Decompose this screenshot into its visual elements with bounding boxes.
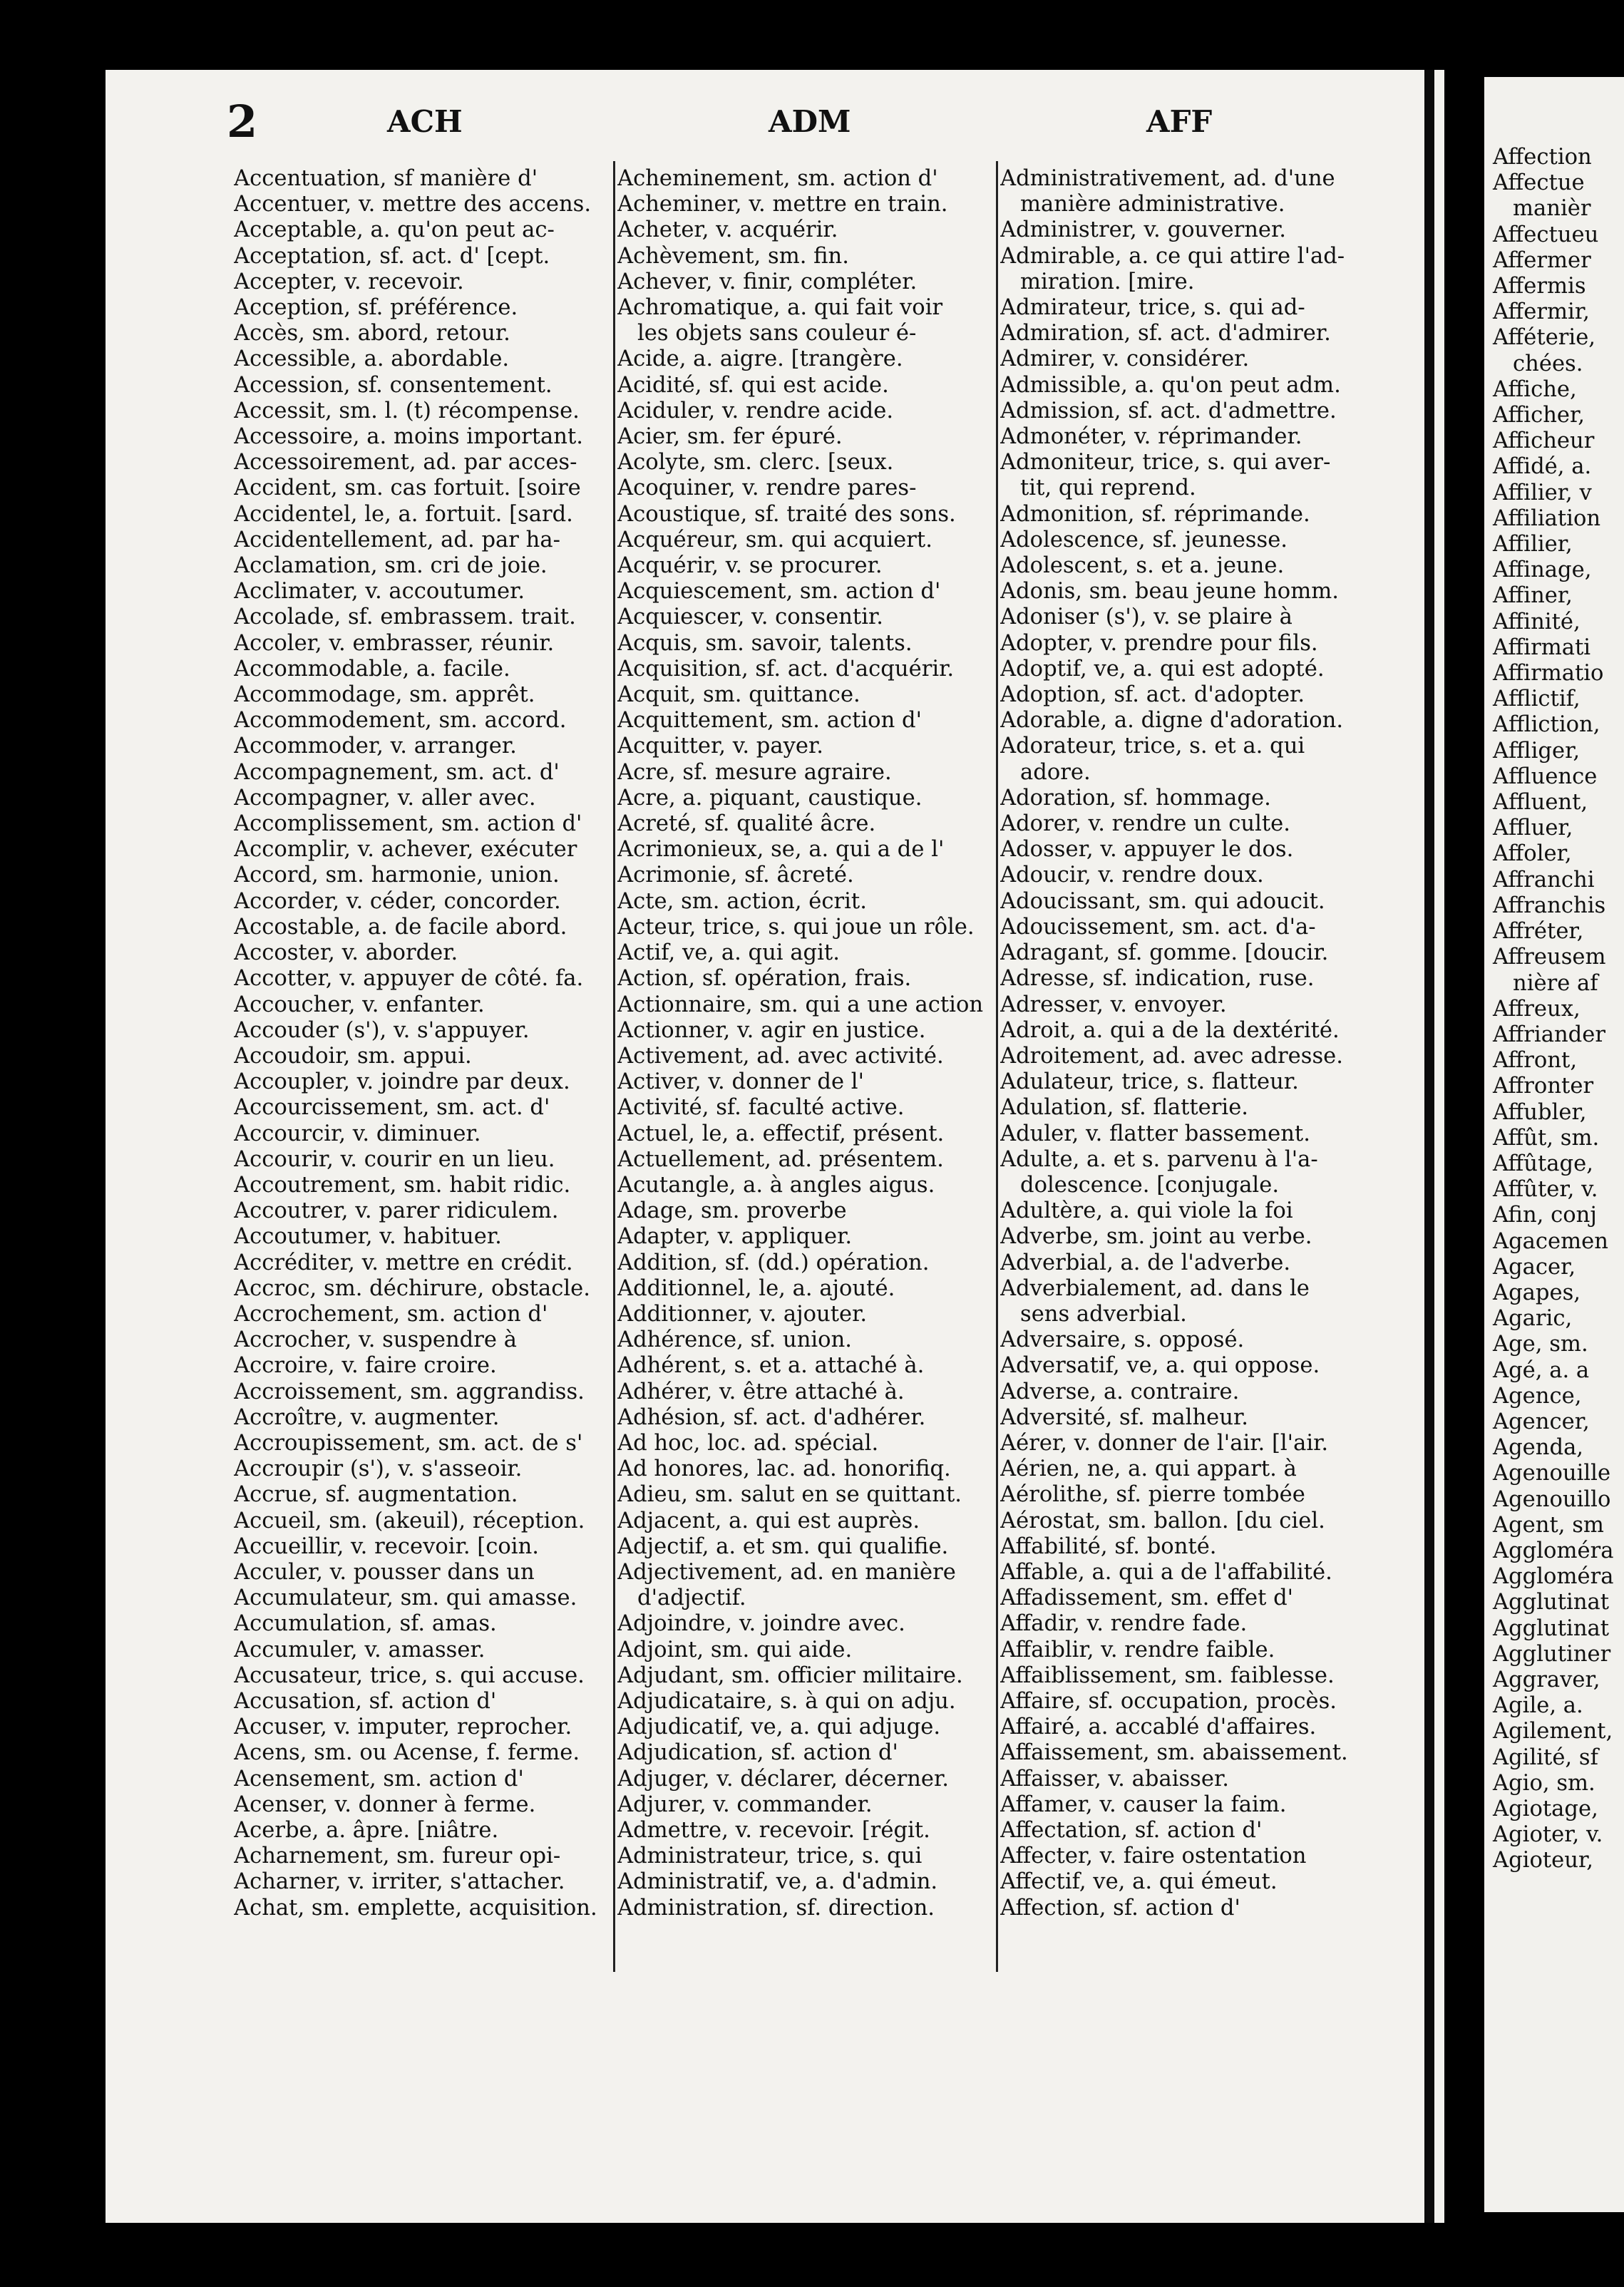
adjacent-entry-fragment: Affermir, — [1493, 299, 1590, 325]
dictionary-entry: Aérolithe, sf. pierre tombée — [1000, 1482, 1305, 1508]
dictionary-entry: Adroit, a. qui a de la dextérité. — [1000, 1017, 1340, 1043]
entry-column-2 — [617, 166, 995, 1921]
dictionary-entry: Acclimater, v. accoutumer. — [234, 579, 525, 605]
adjacent-entry-fragment: Affranchis — [1493, 893, 1606, 918]
dictionary-entry: Ad hoc, loc. ad. spécial. — [617, 1430, 879, 1456]
dictionary-entry: Accommodable, a. facile. — [234, 656, 510, 682]
dictionary-entry: Accommodement, sm. accord. — [234, 708, 567, 734]
dictionary-entry: Acclamation, sm. cri de joie. — [234, 553, 548, 579]
dictionary-entry: Acquis, sm. savoir, talents. — [617, 630, 913, 656]
dictionary-entry: Acquit, sm. quittance. — [617, 682, 860, 708]
dictionary-entry: Admiration, sf. act. d'admirer. — [1000, 321, 1331, 346]
dictionary-entry: Accumulateur, sm. qui amasse. — [234, 1586, 577, 1611]
dictionary-entry: Accourcissement, sm. act. d' — [234, 1095, 550, 1121]
dictionary-entry: Acquiescer, v. consentir. — [617, 605, 883, 630]
dictionary-entry: Accoutrer, v. parer ridiculem. — [234, 1198, 559, 1224]
adjacent-entry-fragment: Afin, conj — [1493, 1203, 1597, 1228]
dictionary-entry: Affaiblir, v. rendre faible. — [1000, 1637, 1275, 1662]
page-number: 2 — [227, 96, 258, 148]
adjacent-entry-fragment: nière af — [1513, 970, 1598, 996]
adjacent-entry-fragment: Affreusem — [1493, 945, 1606, 970]
adjacent-entry-fragment: Affectue — [1493, 170, 1585, 196]
dictionary-entry: Accrue, sf. augmentation. — [234, 1482, 518, 1508]
adjacent-entry-fragment: Affliction, — [1493, 712, 1600, 738]
adjacent-entry-fragment: Affréter, — [1493, 919, 1584, 945]
dictionary-entry: Accroc, sm. déchirure, obstacle. — [234, 1275, 590, 1301]
dictionary-entry: Affadir, v. rendre fade. — [1000, 1611, 1248, 1637]
dictionary-entry: Affaiblissement, sm. faiblesse. — [1000, 1662, 1335, 1688]
dictionary-entry: Acquisition, sf. act. d'acquérir. — [617, 656, 955, 682]
dictionary-entry: Accueillir, v. recevoir. [coin. — [234, 1533, 539, 1559]
dictionary-entry: Acquéreur, sm. qui acquiert. — [617, 527, 932, 553]
dictionary-entry: Accroire, v. faire croire. — [234, 1353, 497, 1379]
dictionary-entry: Adoucissement, sm. act. d'a- — [1000, 914, 1316, 940]
adjacent-entry-fragment: Affûtage, — [1493, 1151, 1593, 1176]
adjacent-entry-fragment: Affiche, — [1493, 376, 1577, 402]
dictionary-entry: Adorable, a. digne d'adoration. — [1000, 708, 1344, 734]
dictionary-page — [106, 70, 1444, 2223]
adjacent-entry-fragment: chées. — [1513, 351, 1583, 376]
dictionary-entry: Acculer, v. pousser dans un — [234, 1559, 535, 1585]
adjacent-entry-fragment: Affluence — [1493, 764, 1598, 789]
adjacent-entry-fragment: Affriander — [1493, 1022, 1605, 1047]
dictionary-entry: Adhérer, v. être attaché à. — [617, 1379, 905, 1404]
dictionary-entry: Adjacent, a. qui est auprès. — [617, 1508, 920, 1533]
adjacent-entry-fragment: Affubler, — [1493, 1099, 1587, 1125]
dictionary-entry: Adulation, sf. flatterie. — [1000, 1095, 1249, 1121]
dictionary-entry: miration. [mire. — [1020, 269, 1195, 294]
dictionary-entry: Accroître, v. augmenter. — [234, 1404, 500, 1430]
dictionary-entry: Additionner, v. ajouter. — [617, 1301, 868, 1327]
adjacent-entry-fragment: Afféterie, — [1493, 325, 1596, 351]
dictionary-entry: Activité, sf. faculté active. — [617, 1095, 905, 1121]
dictionary-entry: Administrateur, trice, s. qui — [617, 1844, 923, 1869]
dictionary-entry: Accord, sm. harmonie, union. — [234, 863, 560, 888]
dictionary-entry: Adulateur, trice, s. flatteur. — [1000, 1069, 1299, 1095]
dictionary-entry: Adresse, sf. indication, ruse. — [1000, 966, 1315, 992]
adjacent-entry-fragment: Affronter — [1493, 1074, 1594, 1099]
dictionary-entry: Accessible, a. abordable. — [234, 346, 510, 372]
dictionary-entry: d'adjectif. — [637, 1586, 746, 1611]
dictionary-entry: Acreté, sf. qualité âcre. — [617, 811, 876, 837]
dictionary-entry: Acre, a. piquant, caustique. — [617, 785, 923, 811]
dictionary-entry: Acidité, sf. qui est acide. — [617, 372, 889, 398]
dictionary-entry: Accoudoir, sm. appui. — [234, 1043, 472, 1069]
dictionary-entry: Activer, v. donner de l' — [617, 1069, 864, 1095]
dictionary-entry: Adulte, a. et s. parvenu à l'a- — [1000, 1146, 1318, 1172]
dictionary-entry: Accumulation, sf. amas. — [234, 1611, 497, 1637]
adjacent-entry-fragment: Agé, a. a — [1493, 1357, 1590, 1383]
dictionary-entry: Adverbialement, ad. dans le — [1000, 1275, 1310, 1301]
guide-word-middle: ADM — [769, 104, 851, 139]
dictionary-entry: Affectif, ve, a. qui émeut. — [1000, 1869, 1278, 1895]
dictionary-entry: Adorateur, trice, s. et a. qui — [1000, 734, 1305, 759]
dictionary-entry: Acensement, sm. action d' — [234, 1766, 524, 1792]
dictionary-entry: Adhérent, s. et a. attaché à. — [617, 1353, 925, 1379]
adjacent-entry-fragment: Affliger, — [1493, 738, 1581, 764]
guide-word-first: ACH — [387, 104, 463, 139]
dictionary-entry: Accolade, sf. embrassem. trait. — [234, 605, 576, 630]
dictionary-entry: Adultère, a. qui viole la foi — [1000, 1198, 1293, 1224]
dictionary-entry: Adoption, sf. act. d'adopter. — [1000, 682, 1305, 708]
dictionary-entry: Adjudicatif, ve, a. qui adjuge. — [617, 1715, 941, 1740]
dictionary-entry: Affaire, sf. occupation, procès. — [1000, 1688, 1337, 1714]
dictionary-entry: Adhérence, sf. union. — [617, 1327, 853, 1353]
dictionary-entry: Aérostat, sm. ballon. [du ciel. — [1000, 1508, 1325, 1533]
adjacent-entry-fragment: Affût, sm. — [1493, 1125, 1600, 1151]
adjacent-entry-fragment: Affreux, — [1493, 996, 1581, 1022]
dictionary-entry: Affecter, v. faire ostentation — [1000, 1844, 1307, 1869]
dictionary-entry: Acoquiner, v. rendre pares- — [617, 476, 917, 501]
dictionary-entry: Adjoindre, v. joindre avec. — [617, 1611, 905, 1637]
adjacent-entry-fragment: Agiotage, — [1493, 1797, 1598, 1821]
dictionary-entry: Accommodage, sm. apprêt. — [234, 682, 535, 708]
dictionary-entry: Acquérir, v. se procurer. — [617, 553, 883, 579]
dictionary-entry: Accomplir, v. achever, exécuter — [234, 837, 577, 863]
dictionary-entry: Accréditer, v. mettre en crédit. — [234, 1250, 573, 1275]
dictionary-entry: Accostable, a. de facile abord. — [234, 914, 567, 940]
book-gutter — [1424, 70, 1434, 2223]
dictionary-entry: Action, sf. opération, frais. — [617, 966, 912, 992]
adjacent-entry-fragment: Affilier, — [1493, 532, 1573, 557]
dictionary-entry: Acheminer, v. mettre en train. — [617, 192, 948, 217]
dictionary-entry: Acenser, v. donner à ferme. — [234, 1792, 536, 1817]
dictionary-entry: Adorer, v. rendre un culte. — [1000, 811, 1290, 837]
dictionary-entry: Adapter, v. appliquer. — [617, 1224, 853, 1250]
adjacent-entry-fragment: Affinage, — [1493, 557, 1592, 583]
adjacent-entry-fragment: Agio, sm. — [1493, 1770, 1595, 1796]
adjacent-entry-fragment: Agglutiner — [1493, 1641, 1611, 1667]
page-header — [106, 96, 1444, 148]
dictionary-entry: Accroupissement, sm. act. de s' — [234, 1430, 583, 1456]
dictionary-entry: Adosser, v. appuyer le dos. — [1000, 837, 1294, 863]
dictionary-entry: Adverse, a. contraire. — [1000, 1379, 1240, 1404]
dictionary-entry: Acharnement, sm. fureur opi- — [234, 1844, 561, 1869]
adjacent-entry-fragment: Agenouillo — [1493, 1486, 1611, 1512]
dictionary-entry: Aérien, ne, a. qui appart. à — [1000, 1456, 1297, 1482]
dictionary-entry: Accidentellement, ad. par ha- — [234, 527, 560, 553]
adjacent-entry-fragment: Affection — [1493, 145, 1592, 170]
dictionary-entry: Accotter, v. appuyer de côté. fa. — [234, 966, 584, 992]
adjacent-entry-fragment: Affranchi — [1493, 867, 1595, 893]
adjacent-entry-fragment: Agenda, — [1493, 1435, 1584, 1461]
dictionary-entry: Adoniser (s'), v. se plaire à — [1000, 605, 1292, 630]
dictionary-entry: Accuser, v. imputer, reprocher. — [234, 1715, 572, 1740]
dictionary-entry: Acerbe, a. âpre. [niâtre. — [234, 1818, 499, 1843]
dictionary-entry: Acte, sm. action, écrit. — [617, 888, 867, 914]
dictionary-entry: Administrer, v. gouverner. — [1000, 217, 1287, 243]
dictionary-entry: Accoutrement, sm. habit ridic. — [234, 1172, 571, 1198]
dictionary-entry: Adoptif, ve, a. qui est adopté. — [1000, 656, 1325, 682]
dictionary-entry: Accentuation, sf manière d' — [234, 166, 538, 191]
dictionary-entry: Acoustique, sf. traité des sons. — [617, 501, 956, 527]
dictionary-entry: Affadissement, sm. effet d' — [1000, 1586, 1294, 1611]
adjacent-entry-fragment: Affront, — [1493, 1048, 1578, 1074]
dictionary-entry: Admonéter, v. réprimander. — [1000, 424, 1302, 450]
dictionary-entry: Accorder, v. céder, concorder. — [234, 888, 561, 914]
adjacent-entry-fragment: Agilité, sf — [1493, 1744, 1598, 1770]
dictionary-entry: Adjuger, v. déclarer, décerner. — [617, 1766, 950, 1792]
dictionary-entry: Adverbe, sm. joint au verbe. — [1000, 1224, 1312, 1250]
dictionary-entry: Adragant, sf. gomme. [doucir. — [1000, 940, 1329, 966]
dictionary-entry: Aciduler, v. rendre acide. — [617, 398, 894, 423]
dictionary-entry: Adversatif, ve, a. qui oppose. — [1000, 1353, 1320, 1379]
dictionary-entry: Adresser, v. envoyer. — [1000, 992, 1227, 1017]
dictionary-entry: Accession, sf. consentement. — [234, 372, 553, 398]
dictionary-entry: Actionnaire, sm. qui a une action — [617, 992, 984, 1017]
adjacent-entry-fragment: Affectueu — [1493, 222, 1599, 247]
adjacent-entry-fragment: Age, sm. — [1493, 1332, 1588, 1357]
dictionary-entry: Accompagnement, sm. act. d' — [234, 759, 560, 785]
dictionary-entry: Acception, sf. préférence. — [234, 295, 518, 321]
dictionary-entry: Adroitement, ad. avec adresse. — [1000, 1043, 1344, 1069]
dictionary-entry: Accueil, sm. (akeuil), réception. — [234, 1508, 585, 1533]
dictionary-entry: Acharner, v. irriter, s'attacher. — [234, 1869, 565, 1895]
adjacent-entry-fragment: Agencer, — [1493, 1409, 1590, 1434]
adjacent-entry-fragment: Affûter, v. — [1493, 1177, 1598, 1203]
adjacent-entry-fragment: Agenouille — [1493, 1461, 1611, 1486]
adjacent-page-edge — [1484, 77, 1624, 2212]
dictionary-entry: Affection, sf. action d' — [1000, 1895, 1240, 1921]
dictionary-entry: Accident, sm. cas fortuit. [soire — [234, 476, 581, 501]
adjacent-entry-fragment: Affinité, — [1493, 609, 1581, 634]
dictionary-entry: Accoupler, v. joindre par deux. — [234, 1069, 570, 1095]
adjacent-entry-fragment: Aggraver, — [1493, 1667, 1600, 1692]
dictionary-entry: Affable, a. qui a de l'affabilité. — [1000, 1559, 1332, 1585]
dictionary-entry: Adolescent, s. et a. jeune. — [1000, 553, 1285, 579]
dictionary-entry: Actuellement, ad. présentem. — [617, 1146, 944, 1172]
dictionary-entry: Acolyte, sm. clerc. [seux. — [617, 450, 894, 476]
dictionary-entry: Accusateur, trice, s. qui accuse. — [234, 1662, 585, 1688]
adjacent-entry-fragment: Affermis — [1493, 274, 1586, 299]
dictionary-entry: Accès, sm. abord, retour. — [234, 321, 510, 346]
dictionary-entry: Adverbial, a. de l'adverbe. — [1000, 1250, 1291, 1275]
dictionary-entry: Achever, v. finir, compléter. — [617, 269, 918, 294]
dictionary-entry: Adieu, sm. salut en se quittant. — [617, 1482, 962, 1508]
adjacent-entry-fragment: manièr — [1513, 196, 1591, 222]
adjacent-entry-fragment: Affilier, v — [1493, 480, 1592, 505]
adjacent-entry-fragment: Afflictif, — [1493, 687, 1581, 712]
adjacent-entry-fragment: Agacer, — [1493, 1254, 1576, 1280]
dictionary-entry: Admirable, a. ce qui attire l'ad- — [1000, 243, 1345, 269]
dictionary-entry: Adjudicataire, s. à qui on adju. — [617, 1688, 956, 1714]
dictionary-entry: Acrimonieux, se, a. qui a de l' — [617, 837, 945, 863]
adjacent-entry-fragment: Affiner, — [1493, 583, 1573, 609]
dictionary-entry: Accessoire, a. moins important. — [234, 424, 583, 450]
adjacent-entry-fragment: Agapes, — [1493, 1280, 1581, 1305]
adjacent-entry-fragment: Affirmatio — [1493, 661, 1604, 687]
dictionary-entry: Admonition, sf. réprimande. — [1000, 501, 1310, 527]
adjacent-page-entries — [1493, 145, 1613, 1874]
adjacent-entry-fragment: Affirmati — [1493, 634, 1591, 660]
column-divider — [613, 161, 615, 1972]
dictionary-entry: Activement, ad. avec activité. — [617, 1043, 944, 1069]
dictionary-entry: Admoniteur, trice, s. qui aver- — [1000, 450, 1331, 476]
dictionary-entry: Accessit, sm. l. (t) récompense. — [234, 398, 580, 423]
dictionary-entry: Acquitter, v. payer. — [617, 734, 824, 759]
dictionary-entry: Accoler, v. embrasser, réunir. — [234, 630, 555, 656]
adjacent-entry-fragment: Agacemen — [1493, 1228, 1608, 1254]
dictionary-entry: Acre, sf. mesure agraire. — [617, 759, 892, 785]
dictionary-entry: Adonis, sm. beau jeune homm. — [1000, 579, 1339, 605]
adjacent-entry-fragment: Agent, sm — [1493, 1512, 1604, 1538]
dictionary-entry: Achat, sm. emplette, acquisition. — [234, 1895, 597, 1921]
dictionary-entry: Accroupir (s'), v. s'asseoir. — [234, 1456, 523, 1482]
dictionary-entry: manière administrative. — [1020, 192, 1285, 217]
dictionary-entry: Acier, sm. fer épuré. — [617, 424, 843, 450]
dictionary-entry: Accoutumer, v. habituer. — [234, 1224, 502, 1250]
adjacent-entry-fragment: Agglutinat — [1493, 1615, 1610, 1641]
dictionary-entry: Acceptable, a. qu'on peut ac- — [234, 217, 555, 243]
adjacent-entry-fragment: Agilement, — [1493, 1719, 1613, 1744]
dictionary-entry: Accoucher, v. enfanter. — [234, 992, 485, 1017]
dictionary-entry: Acheter, v. acquérir. — [617, 217, 838, 243]
dictionary-entry: Administrativement, ad. d'une — [1000, 166, 1335, 191]
dictionary-entry: sens adverbial. — [1020, 1301, 1187, 1327]
dictionary-entry: Admirateur, trice, s. qui ad- — [1000, 295, 1305, 321]
dictionary-entry: Adopter, v. prendre pour fils. — [1000, 630, 1318, 656]
dictionary-entry: Accumuler, v. amasser. — [234, 1637, 485, 1662]
adjacent-entry-fragment: Agence, — [1493, 1383, 1582, 1409]
dictionary-entry: Accrochement, sm. action d' — [234, 1301, 548, 1327]
dictionary-entry: Affairé, a. accablé d'affaires. — [1000, 1715, 1317, 1740]
dictionary-entry: Achèvement, sm. fin. — [617, 243, 849, 269]
dictionary-entry: Adoration, sf. hommage. — [1000, 785, 1271, 811]
dictionary-entry: Accouder (s'), v. s'appuyer. — [234, 1017, 530, 1043]
dictionary-entry: Adversaire, s. opposé. — [1000, 1327, 1245, 1353]
dictionary-entry: Admettre, v. recevoir. [régit. — [617, 1818, 930, 1843]
dictionary-entry: Affaissement, sm. abaissement. — [1000, 1740, 1348, 1766]
dictionary-entry: les objets sans couleur é- — [637, 321, 917, 346]
dictionary-entry: Adoucir, v. rendre doux. — [1000, 863, 1264, 888]
dictionary-entry: Adjudant, sm. officier militaire. — [617, 1662, 963, 1688]
dictionary-entry: Achromatique, a. qui fait voir — [617, 295, 943, 321]
dictionary-entry: Adhésion, sf. act. d'adhérer. — [617, 1404, 926, 1430]
dictionary-entry: Accentuer, v. mettre des accens. — [234, 192, 592, 217]
dictionary-entry: Acrimonie, sf. âcreté. — [617, 863, 854, 888]
dictionary-entry: Adolescence, sf. jeunesse. — [1000, 527, 1288, 553]
dictionary-entry: Admissible, a. qu'on peut adm. — [1000, 372, 1341, 398]
dictionary-entry: Affabilité, sf. bonté. — [1000, 1533, 1217, 1559]
dictionary-entry: Actuel, le, a. effectif, présent. — [617, 1121, 945, 1146]
dictionary-entry: Acceptation, sf. act. d' [cept. — [234, 243, 550, 269]
dictionary-entry: Actif, ve, a. qui agit. — [617, 940, 840, 966]
dictionary-entry: Acquittement, sm. action d' — [617, 708, 923, 734]
adjacent-entry-fragment: Agaric, — [1493, 1306, 1573, 1332]
dictionary-entry: Ad honores, lac. ad. honorifiq. — [617, 1456, 951, 1482]
dictionary-entry: dolescence. [conjugale. — [1020, 1172, 1280, 1198]
dictionary-entry: Aérer, v. donner de l'air. [l'air. — [1000, 1430, 1329, 1456]
adjacent-entry-fragment: Agioteur, — [1493, 1848, 1593, 1874]
adjacent-entry-fragment: Afficher, — [1493, 403, 1586, 428]
dictionary-entry: Admission, sf. act. d'admettre. — [1000, 398, 1337, 423]
dictionary-entry: Admirer, v. considérer. — [1000, 346, 1250, 372]
adjacent-entry-fragment: Affoler, — [1493, 841, 1572, 867]
adjacent-entry-fragment: Agile, a. — [1493, 1693, 1583, 1719]
dictionary-entry: Accrocher, v. suspendre à — [234, 1327, 517, 1353]
dictionary-entry: Administration, sf. direction. — [617, 1895, 935, 1921]
dictionary-entry: Adoucissant, sm. qui adoucit. — [1000, 888, 1325, 914]
adjacent-entry-fragment: Agglutinat — [1493, 1590, 1610, 1615]
dictionary-entry: Accidentel, le, a. fortuit. [sard. — [234, 501, 573, 527]
dictionary-entry: tit, qui reprend. — [1020, 476, 1196, 501]
adjacent-entry-fragment: Aggloméra — [1493, 1564, 1614, 1590]
dictionary-entry: Adage, sm. proverbe — [617, 1198, 847, 1224]
adjacent-entry-fragment: Affidé, a. — [1493, 454, 1592, 480]
adjacent-entry-fragment: Affermer — [1493, 247, 1591, 273]
dictionary-entry: Accompagner, v. aller avec. — [234, 785, 536, 811]
dictionary-entry: Accroissement, sm. aggrandiss. — [234, 1379, 585, 1404]
adjacent-entry-fragment: Affiliation — [1493, 505, 1601, 531]
dictionary-entry: Accoster, v. aborder. — [234, 940, 458, 966]
entry-column-1 — [234, 166, 612, 1921]
dictionary-entry: Accourir, v. courir en un lieu. — [234, 1146, 555, 1172]
dictionary-entry: Adversité, sf. malheur. — [1000, 1404, 1248, 1430]
adjacent-entry-fragment: Affluer, — [1493, 816, 1573, 841]
dictionary-entry: Adjectif, a. et sm. qui qualifie. — [617, 1533, 949, 1559]
adjacent-entry-fragment: Afficheur — [1493, 428, 1595, 454]
dictionary-entry: Affaisser, v. abaisser. — [1000, 1766, 1229, 1792]
dictionary-entry: Accomplissement, sm. action d' — [234, 811, 582, 837]
dictionary-entry: Accusation, sf. action d' — [234, 1688, 497, 1714]
dictionary-entry: Acide, a. aigre. [trangère. — [617, 346, 903, 372]
guide-word-last: AFF — [1146, 104, 1213, 139]
dictionary-entry: Acquiescement, sm. action d' — [617, 579, 941, 605]
dictionary-entry: Acutangle, a. à angles aigus. — [617, 1172, 935, 1198]
dictionary-entry: Acteur, trice, s. qui joue un rôle. — [617, 914, 975, 940]
dictionary-entry: Accessoirement, ad. par acces- — [234, 450, 577, 476]
dictionary-entry: Adjoint, sm. qui aide. — [617, 1637, 853, 1662]
column-divider — [996, 161, 998, 1972]
dictionary-entry: Accepter, v. recevoir. — [234, 269, 464, 294]
dictionary-entry: adore. — [1020, 759, 1091, 785]
dictionary-entry: Adjudication, sf. action d' — [617, 1740, 898, 1766]
entry-column-3 — [1000, 166, 1371, 1921]
dictionary-entry: Adjurer, v. commander. — [617, 1792, 873, 1817]
dictionary-entry: Actionner, v. agir en justice. — [617, 1017, 926, 1043]
dictionary-entry: Affectation, sf. action d' — [1000, 1818, 1263, 1843]
adjacent-entry-fragment: Agioter, v. — [1493, 1822, 1603, 1848]
dictionary-entry: Accommoder, v. arranger. — [234, 734, 517, 759]
dictionary-entry: Additionnel, le, a. ajouté. — [617, 1275, 895, 1301]
dictionary-entry: Aduler, v. flatter bassement. — [1000, 1121, 1310, 1146]
dictionary-entry: Administratif, ve, a. d'admin. — [617, 1869, 938, 1895]
dictionary-entry: Adjectivement, ad. en manière — [617, 1559, 956, 1585]
dictionary-entry: Addition, sf. (dd.) opération. — [617, 1250, 930, 1275]
dictionary-entry: Affamer, v. causer la faim. — [1000, 1792, 1287, 1817]
dictionary-entry: Accourcir, v. diminuer. — [234, 1121, 481, 1146]
adjacent-entry-fragment: Affluent, — [1493, 790, 1588, 816]
dictionary-entry: Acens, sm. ou Acense, f. ferme. — [234, 1740, 580, 1766]
dictionary-entry: Acheminement, sm. action d' — [617, 166, 938, 191]
adjacent-entry-fragment: Aggloméra — [1493, 1538, 1614, 1563]
